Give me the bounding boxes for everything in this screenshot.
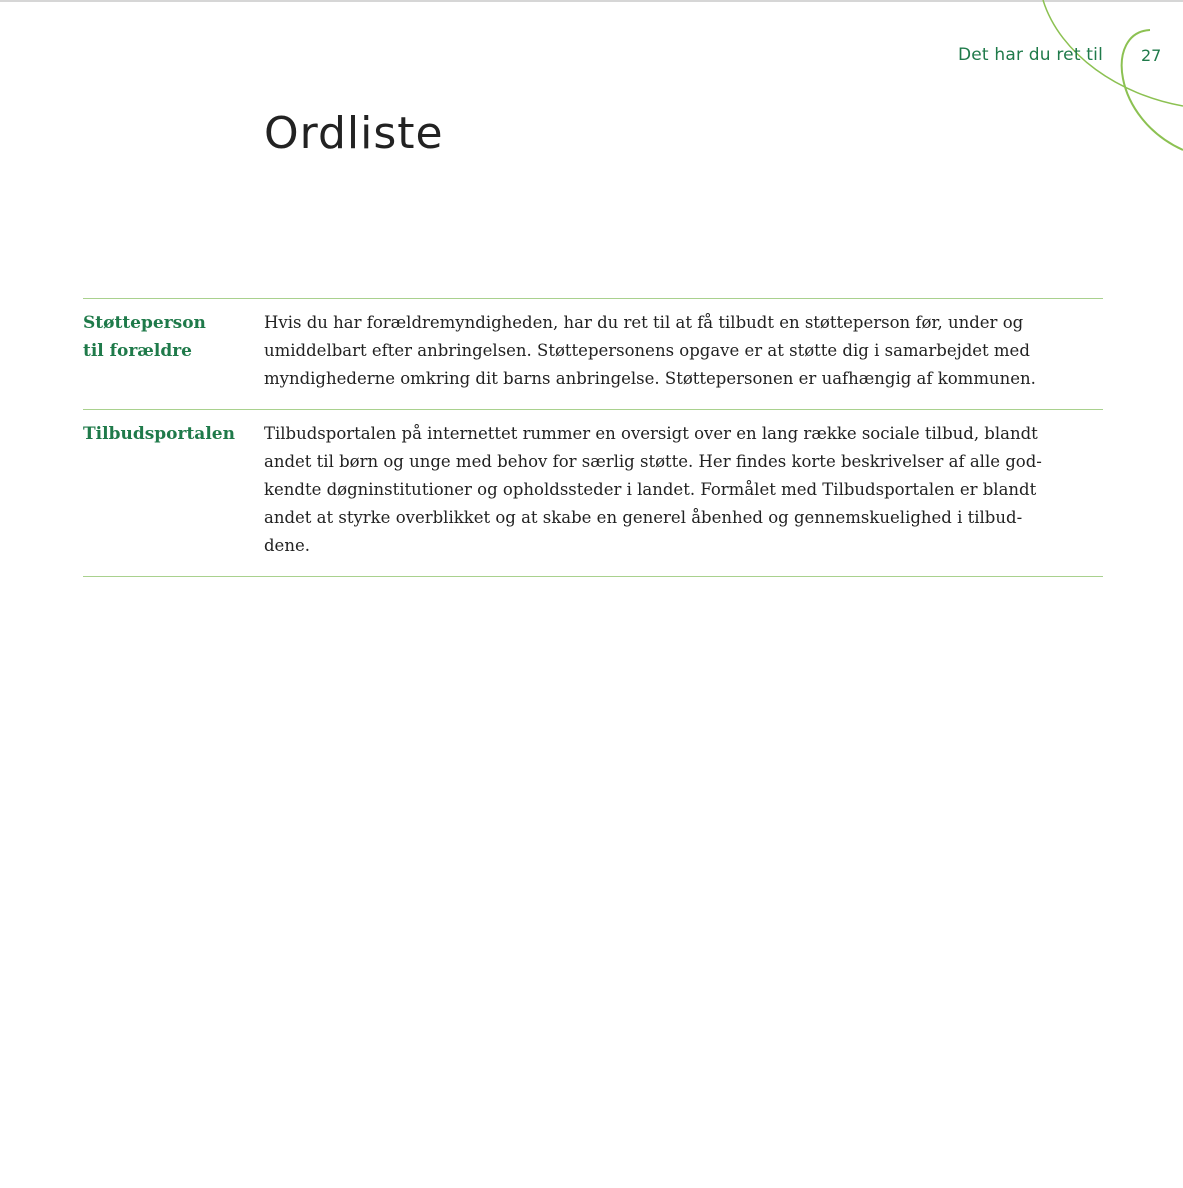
page-title: Ordliste	[264, 108, 444, 159]
glossary-list	[83, 298, 1103, 577]
page-number: 27	[1141, 46, 1162, 65]
running-header-title: Det har du ret til	[957, 45, 1103, 65]
glossary-definition: Hvis du har forældremyndigheden, har du ret til at få tilbudt en støtteperson før, under og umiddelbart efter anbringelsen. Støttepersonens opgave er at støtte dig i samarbejdet med myndighederne omkring dit barns anbringelse. Støttepersonen er uafhængig af kommunen.	[264, 313, 1036, 388]
glossary-entry	[83, 410, 1103, 577]
glossary-term: Støtteperson til forældre	[83, 313, 206, 361]
glossary-term: Tilbudsportalen	[83, 424, 235, 444]
glossary-definition: Tilbudsportalen på internettet rummer en oversigt over en lang række sociale tilbud, blandt andet til børn og unge med behov for særlig støtte. Her findes korte beskrivelser af alle god- kendte døgninstitutioner og opholdssteder i landet. Formålet med Tilbudsportalen er blandt andet at styrke overblikket og at skabe en generel åbenhed og gennemskuelighed i tilbud- dene.	[264, 424, 1042, 555]
decorative-curves	[0, 0, 1183, 200]
top-border-rule	[0, 0, 1183, 2]
glossary-entry	[83, 299, 1103, 410]
